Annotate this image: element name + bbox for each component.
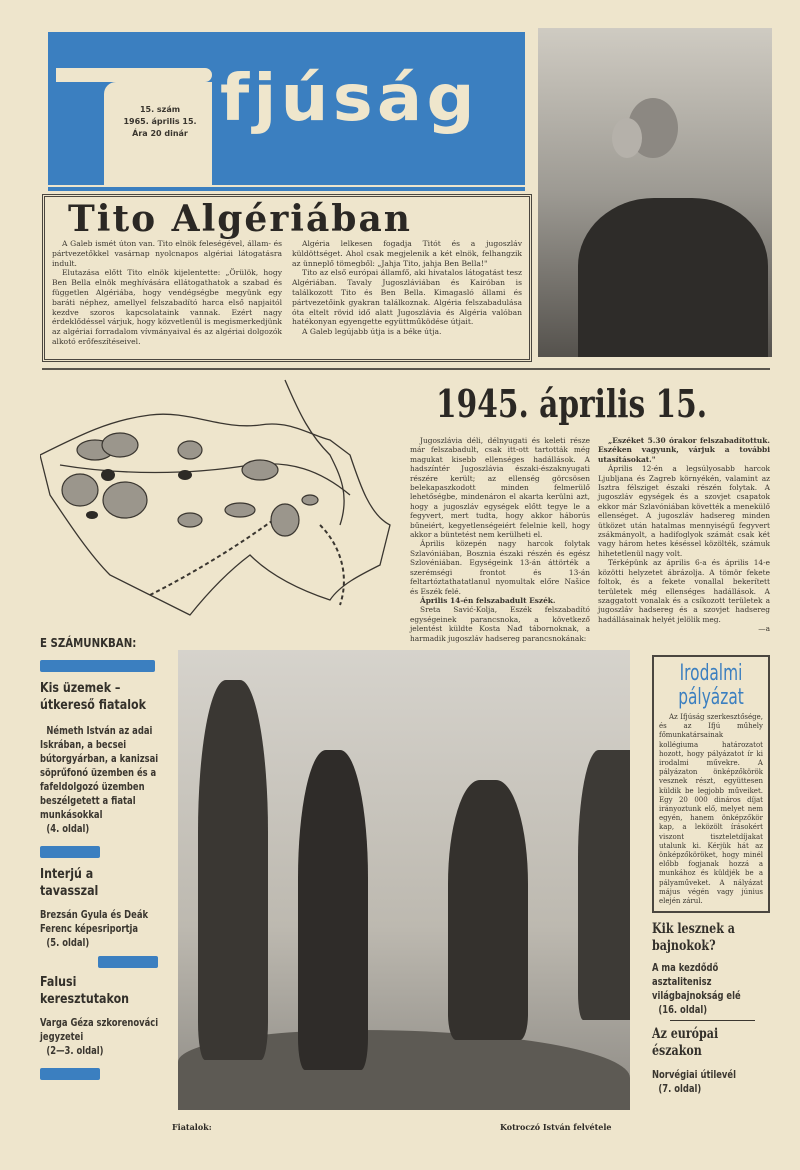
contents-item-text: Norvégiai útilevél: [652, 1069, 736, 1082]
contents-item-page: (16. oldal): [658, 1004, 708, 1017]
issue-price: Ára 20 dinár: [132, 129, 188, 138]
contents-item-title[interactable]: Kis üzemek – útkereső fiatalok: [40, 680, 146, 713]
map-enemy-area: [102, 433, 138, 457]
paragraph: Algéria lelkesen fogadja Titót és a jugoszláv küldöttséget. Ahol csak megjelenik a két elnök, felhangzik az ünneplő tömegből: „Jahja Tito, jahja Ben Bella!": [292, 239, 522, 268]
paragraph: „Eszéket 5.30 órakor felszabadítottuk. Eszéken vagyunk, várjuk a további utasításokat.": [598, 436, 770, 464]
issue-number: 15. szám: [139, 105, 181, 114]
paragraph: Jugoszlávia déli, délnyugati és keleti része már felszabadult, csak itt-ott tartották még magukat kisebb ellenséges hadállások. A hadszíntér Jugoszlávia északi-északnyugati részére került; az ellenség görcsösen belekapaszkodott minden felmerülő lehetőségbe, mindenáron el akarta kerülni azt, hogy a jugoszláv egységek előtt tegye le a fegyvert, mert tudta, hogy akkor háborús bűneiért, kegyetlenségeiért felelnie kell, hogy akkor a büntetést nem kerülheti el.: [410, 436, 590, 540]
photo-figure: [298, 750, 368, 1070]
photo-credit: Kotroczó István felvétele: [500, 1122, 612, 1132]
map-front-line: [150, 515, 280, 595]
photo-figure: [578, 198, 768, 357]
contents-item-text: Németh István az adai Iskrában, a becsei bútorgyárban, a kanizsai söprűfonó üzemben és a fafeldolgozó üzemben beszélgetett a fiatal munkásokkal: [40, 725, 159, 821]
contents-item-text: Varga Géza szkorenováci jegyzetei: [40, 1017, 159, 1043]
paragraph: A Galeb ismét úton van. Tito elnök feleségével, állam- és pártvezetőkkel vasárnap nyolcnapos algériai látogatásra indult.: [52, 239, 282, 268]
photo-figure: [198, 680, 268, 1060]
tito-article: [42, 194, 532, 362]
divider-bar: [40, 846, 100, 858]
contents-item-title[interactable]: Falusi keresztutakon: [40, 974, 130, 1007]
signature: —a: [758, 624, 770, 634]
section-rule: [42, 368, 770, 370]
paragraph: Tito az első európai államfő, aki hivatalos látogatást tesz Algériában. Tavaly Jugoszláviában és Kairóban is találkozott Tito és Ben Bella. Kimagasló állami és pártvezetőink gyakran találkoznak. Algéria felszabadulása óta eltelt rövid idő alatt Jugoszlávia és Algéria valóban hatékonyan egyengette együttműködése útjait.: [292, 268, 522, 327]
contents-item-text: A ma kezdődő asztalitenisz világbajnokság elé: [652, 962, 741, 1003]
photo-figure: [612, 118, 642, 158]
paragraph: Sreta Savić-Kolja, Eszék felszabadító egységeinek parancsnoka, a következő jelentést küldte Kosta Nađ tábornoknak, a harmadik jugoszláv hadsereg parancsnokának:: [410, 605, 590, 643]
photo-caption: Fiatalok:: [172, 1122, 212, 1132]
divider-bar: [40, 1068, 100, 1080]
paragraph: Április közepén nagy harcok folytak Szlavóniában, Bosznia északi részén és egész Szlovéniában. Egységeink 13-án áttörték a szerémségi frontot és 13-án feltartóztathatatlanul nyomultak előre Našice és Eszék felé.: [410, 539, 590, 596]
contest-text: Az Ifjúság szerkesztősége, és az Ifjú műhely főmunkatársainak kollégiuma határozatot hozott, hogy pályázatot ír ki irodalmi művekre. A pályázaton önképzőkörök vesznek részt, együttesen küldik be legjobb műveiket. Egy 20 000 dináros díjat irányoztunk elő, melyet nem egyén, hanem önképzőkör kap, a leközölt írásokért viszont tiszteletdíjakat utalunk ki. Kérjük hát az önképzőköröket, hogy minél előbb fogjanak hozzá a munkához és küldjék be a pályaműveket. A nályázat május végén vagy június elején zárul.: [659, 713, 763, 906]
map-enemy-area: [242, 460, 278, 480]
contest-box: [652, 655, 770, 913]
contest-title: [675, 662, 748, 710]
map-solid-area: [178, 470, 192, 480]
contents-item-page: (2—3. oldal): [46, 1045, 104, 1057]
map-enemy-area: [103, 482, 147, 518]
map-enemy-area: [178, 513, 202, 527]
contents-item-title[interactable]: Kik lesznek a bajnokok?: [652, 921, 735, 955]
contest-title-line: Irodalmi: [679, 661, 743, 686]
photo-figure: [448, 780, 528, 1040]
divider-bar: [98, 956, 158, 968]
paragraph: Elutazása előtt Tito elnök kijelentette: „Örülök, hogy Ben Bella elnök meghívására ellátogathatok a szabad és független Algériába, hogy vendégségbe megyünk egy baráti néphez, amellyel felszabadító harca első napjaitól kezdve szoros kapcsolataink vannak. Ezért nagy érdeklődéssel várjuk, hogy közvetlenül is megismerkedjünk az algériai forradalom vívmányaival és az algériai dolgozók alkotó erőfeszítéseivel.: [52, 268, 282, 346]
masthead-notch: [56, 68, 212, 82]
anniversary-headline: 1945. április 15.: [436, 381, 708, 426]
yugoslavia-map: [40, 375, 400, 640]
contents-sidebar: [40, 660, 165, 1080]
contents-item-page: (7. oldal): [658, 1083, 702, 1096]
map-enemy-area: [225, 503, 255, 517]
tito-photo: [538, 28, 772, 357]
issue-date: 1965. április 15.: [123, 117, 197, 126]
tito-column-1: [52, 239, 282, 347]
issue-info: [110, 104, 210, 140]
divider-bar: [40, 660, 155, 672]
paragraph: Április 12-én a legsúlyosabb harcok Ljubljana és Zagreb környékén, valamint az Isztra félsziget északi részén folytak. A jugoszláv egységek és a szovjet csapatok ekkor már Szlavóniában követték a menekülő ellenséget. A jugoszláv hadsereg minden ütközet után hatalmas mennyiségű fegyvert zsákmányolt, a hadifoglyok számát csak két vagy három hetes késéssel közölték, számuk hihetetlenül nagy volt.: [598, 464, 770, 558]
contents-item-title[interactable]: Interjú a tavasszal: [40, 866, 99, 899]
youth-photo: [178, 650, 630, 1110]
contest-title-line: pályázat: [678, 685, 744, 710]
right-column: [652, 655, 774, 1096]
map-enemy-area: [302, 495, 318, 505]
tito-headline: Tito Algériában: [68, 198, 412, 240]
masthead-rule: [48, 187, 525, 191]
contents-heading: E SZÁMUNKBAN:: [40, 636, 137, 650]
contents-item-page: (4. oldal): [46, 823, 90, 835]
map-enemy-area: [62, 474, 98, 506]
paragraph: Április 14-én felszabadult Eszék.: [420, 595, 556, 605]
divider-line: [670, 1020, 755, 1021]
anniversary-column-2: [598, 436, 770, 634]
map-solid-area: [86, 511, 98, 519]
masthead-title: fjúság: [220, 62, 479, 136]
photo-figure: [578, 750, 630, 1020]
contents-item-text: Brezsán Gyula és Deák Ferenc képesriportja: [40, 909, 149, 935]
map-enemy-area: [271, 504, 299, 536]
contents-item-page: (5. oldal): [46, 937, 90, 949]
map-enemy-area: [178, 441, 202, 459]
paragraph: Térképünk az április 6-a és április 14-e közötti helyzetet ábrázolja. A tömör fekete foltok, és a fekete vonallal bekerített területek még ellenséges hadállások. A szaggatott vonalak és a csíkozott területek a jugoszláv hadsereg és a szovjet hadsereg hadállásainak helyét jelölik meg.: [598, 558, 770, 624]
tito-column-2: [292, 239, 522, 347]
contents-right: [652, 921, 774, 1096]
map-solid-area: [101, 469, 115, 481]
map-front-line: [320, 525, 344, 605]
paragraph: A Galeb legújabb útja is a béke útja.: [302, 327, 442, 337]
anniversary-column-1: [410, 436, 590, 643]
contents-item-title[interactable]: Az európai északon: [652, 1026, 719, 1060]
